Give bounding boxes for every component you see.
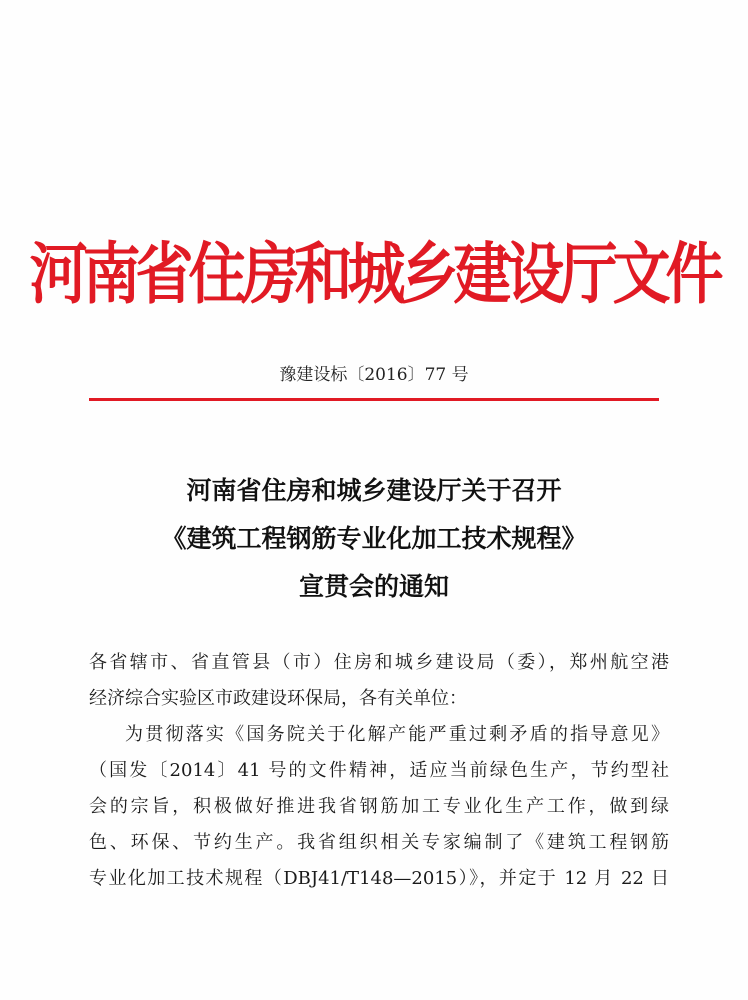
notice-title-line-1: 河南省住房和城乡建设厅关于召开 [186, 476, 562, 505]
body-line-2: 经济综合实验区市政建设环保局，各有关单位： [89, 688, 467, 709]
body-line-1: 各省辖市、省直管县（市）住房和城乡建设局（委），郑州航空港 [89, 652, 669, 673]
letterhead-title: 河南省住房和城乡建设厅文件 [29, 234, 719, 313]
body-line-6: 色、环保、节约生产。我省组织相关专家编制了《建筑工程钢筋 [89, 832, 669, 853]
red-divider-line [89, 398, 659, 401]
document-number: 豫建设标〔2016〕77 号 [279, 365, 469, 385]
body-line-5: 会的宗旨，积极做好推进我省钢筋加工专业化生产工作，做到绿 [89, 796, 669, 817]
body-line-7: 专业化加工技术规程（DBJ41/T148—2015）》，并定于 12 月 22 日 [89, 868, 669, 889]
body-line-4: （国发〔2014〕41 号的文件精神，适应当前绿色生产，节约型社 [89, 760, 669, 781]
notice-title-line-2: 《建筑工程钢筋专业化加工技术规程》 [161, 524, 587, 553]
notice-title-line-3: 宣贯会的通知 [298, 572, 449, 601]
body-line-3: 为贯彻落实《国务院关于化解产能严重过剩矛盾的指导意见》 [125, 724, 669, 745]
